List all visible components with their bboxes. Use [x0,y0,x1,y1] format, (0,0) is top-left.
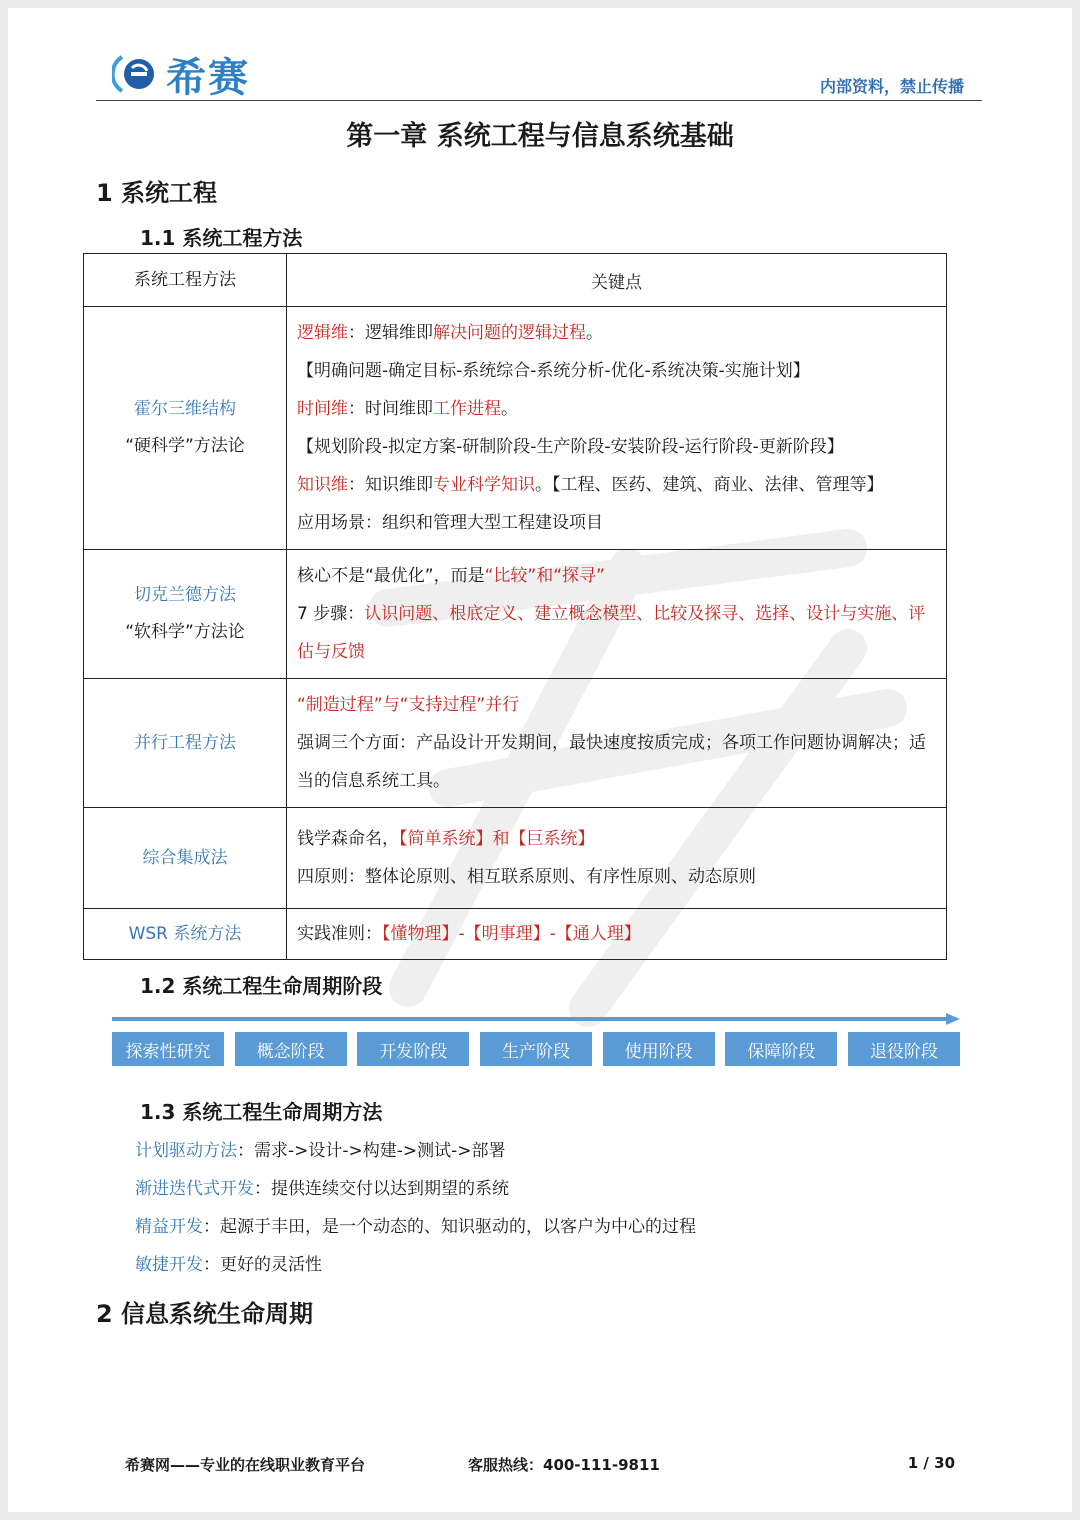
section-1-title: 1 系统工程 [96,179,218,207]
table-header-row [84,254,947,307]
header-divider [96,100,982,101]
methods-table [83,253,947,960]
method-cell [84,307,287,550]
lifecycle-method-item: 精益开发：起源于丰田，是一个动态的、知识驱动的，以客户为中心的过程 [135,1217,696,1237]
keypoints-cell [287,808,947,909]
table-row [84,679,947,808]
method-cell [84,808,287,909]
keypoints-cell [287,909,947,960]
table-row [84,909,947,960]
section-1-3-title: 1.3 系统工程生命周期方法 [140,1100,383,1124]
chapter-title: 第一章 系统工程与信息系统基础 [346,121,734,152]
table-header-keypoints: 关键点 [287,254,947,307]
table-row [84,808,947,909]
keypoint-line: 知识维：知识维即专业科学知识。【工程、医药、建筑、商业、法律、管理等】 [297,475,884,495]
keypoint-line: 强调三个方面：产品设计开发期间，最快速度按质完成；各项工作问题协调解决；适当的信息系统工具。 [297,733,926,791]
keypoints-cell [287,679,947,808]
keypoint-line: 实践准则：【懂物理】-【明事理】-【通人理】 [297,924,641,944]
timeline-arrow-icon [112,1013,960,1025]
stage-box: 开发阶段 [357,1032,469,1066]
section-1-1-title: 1.1 系统工程方法 [140,226,303,250]
stage-box: 探索性研究 [112,1032,224,1066]
method-cell [84,550,287,679]
method-cell [84,679,287,808]
keypoint-line: 【规划阶段-拟定方案-研制阶段-生产阶段-安装阶段-运行阶段-更新阶段】 [297,437,844,457]
keypoint-line: “制造过程”与“支持过程”并行 [297,695,520,715]
method-name: WSR 系统方法 [128,923,242,944]
method-name: 综合集成法 [142,847,228,868]
logo-mark-icon [112,51,158,97]
method-subtitle: “软科学”方法论 [125,622,245,642]
section-1-2-title: 1.2 系统工程生命周期阶段 [140,974,383,998]
lifecycle-method-item: 计划驱动方法：需求->设计->构建->测试->部署 [135,1141,506,1161]
keypoint-line: 7 步骤：认识问题、根底定义、建立概念模型、比较及探寻、选择、设计与实施、评估与反馈 [297,604,926,662]
keypoints-cell [287,550,947,679]
table-header-method: 系统工程方法 [84,254,287,307]
method-name: 并行工程方法 [134,732,236,753]
stage-box: 退役阶段 [848,1032,960,1066]
lifecycle-method-item: 渐进迭代式开发：提供连续交付以达到期望的系统 [135,1179,509,1199]
keypoint-line: 四原则：整体论原则、相互联系原则、有序性原则、动态原则 [297,867,756,887]
method-subtitle: “硬科学”方法论 [125,436,245,456]
stage-box: 生产阶段 [480,1032,592,1066]
keypoint-line: 时间维：时间维即工作进程。 [297,399,518,419]
confidential-notice: 内部资料，禁止传播 [819,77,964,96]
table-row [84,307,947,550]
footer-brand: 希赛网——专业的在线职业教育平台 [125,1456,366,1474]
method-name: 霍尔三维结构 [134,399,236,419]
page-number: 1 / 30 [907,1454,955,1472]
brand-logo [112,48,250,100]
method-name: 切克兰德方法 [134,585,236,605]
document-page [8,8,1072,1512]
method-cell [84,909,287,960]
stage-box: 概念阶段 [235,1032,347,1066]
stage-box: 保障阶段 [725,1032,837,1066]
lifecycle-stages [112,1032,960,1066]
keypoints-cell [287,307,947,550]
keypoint-line: 核心不是“最优化”，而是“比较”和“探寻” [297,566,605,586]
section-2-title: 2 信息系统生命周期 [96,1300,314,1328]
keypoint-line: 应用场景：组织和管理大型工程建设项目 [297,513,603,533]
keypoint-line: 钱学森命名，【简单系统】和【巨系统】 [297,829,595,849]
stage-box: 使用阶段 [603,1032,715,1066]
table-row [84,550,947,679]
footer-hotline: 客服热线：400-111-9811 [468,1456,660,1474]
lifecycle-method-item: 敏捷开发：更好的灵活性 [135,1255,322,1275]
keypoint-line: 【明确问题-确定目标-系统综合-系统分析-优化-系统决策-实施计划】 [297,361,810,381]
keypoint-line: 逻辑维：逻辑维即解决问题的逻辑过程。 [297,323,603,343]
logo-text: 希赛 [166,54,250,101]
